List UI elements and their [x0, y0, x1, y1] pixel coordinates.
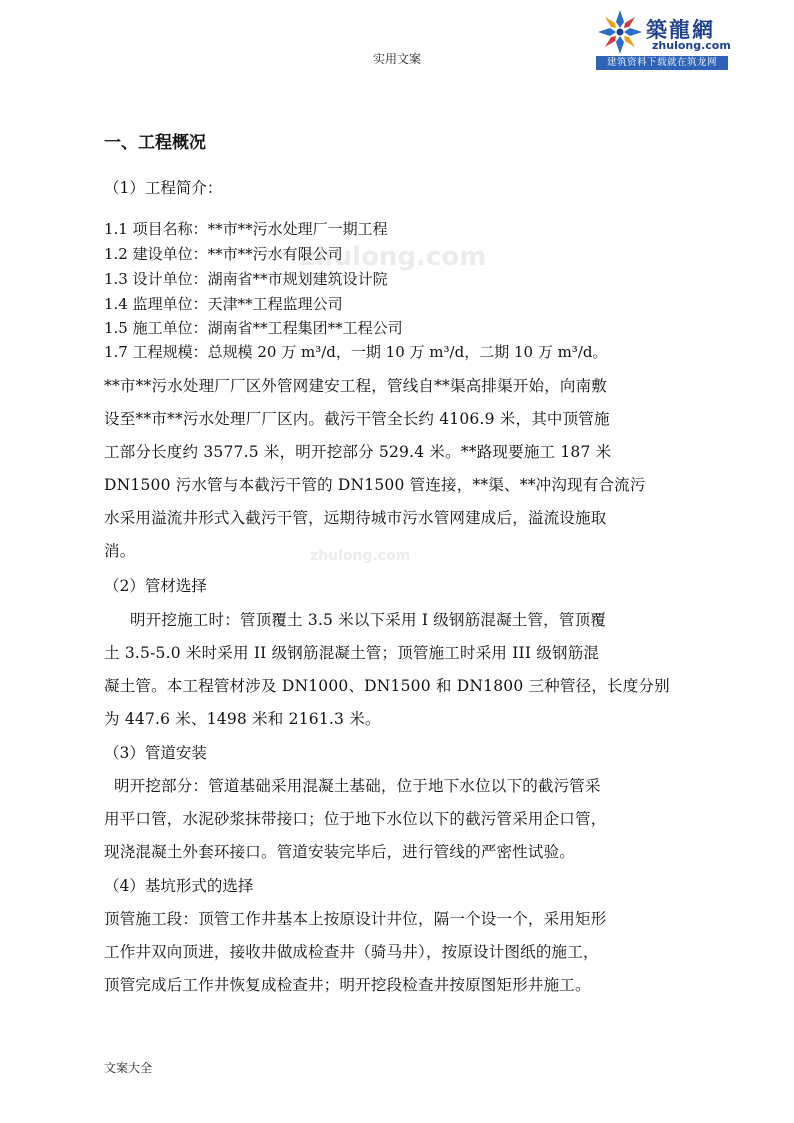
paragraph-line: 为 447.6 米、1498 米和 2161.3 米。 [104, 710, 381, 728]
paragraph-line: 顶管完成后工作井恢复成检查井；明开挖段检查井按原图矩形井施工。 [104, 976, 591, 994]
paragraph-line: 明开挖施工时：管顶覆土 3.5 米以下采用 I 级钢筋混凝土管，管顶覆 [130, 611, 606, 629]
paragraph-line: 工部分长度约 3577.5 米，明开挖部分 529.4 米。**路现要施工 187 米 [104, 443, 612, 461]
page-footer: 文案大全 [104, 1061, 153, 1075]
logo-tagline: 建筑资料下载就在筑龙网 [596, 56, 728, 70]
watermark: zhulong.com [310, 548, 411, 564]
project-item: 1.7 工程规模：总规模 20 万 m³/d，一期 10 万 m³/d，二期 10 万 m³/d。 [104, 343, 608, 361]
subheading: （3）管道安装 [104, 744, 207, 762]
page-header: 实用文案 [372, 52, 421, 66]
paragraph-line: 消。 [104, 542, 136, 560]
snowflake-logo-icon [596, 8, 644, 56]
paragraph-line: **市**污水处理厂厂区外管网建安工程，管线自**渠高排渠开始，向南敷 [104, 377, 608, 395]
paragraph-line: 土 3.5-5.0 米时采用 II 级钢筋混凝土管；顶管施工时采用 III 级钢筋混 [104, 644, 600, 662]
section-title: 一、工程概况 [104, 133, 206, 153]
subheading: （2）管材选择 [104, 577, 207, 595]
project-item: 1.4 监理单位：天津**工程监理公司 [104, 295, 343, 313]
paragraph-line: DN1500 污水管与本截污干管的 DN1500 管连接，**渠、**冲沟现有合流污 [104, 476, 646, 494]
paragraph-line: 工作井双向顶进，接收井做成检查井（骑马井），按原设计图纸的施工， [104, 943, 599, 961]
project-item: 1.1 项目名称：**市**污水处理厂一期工程 [104, 220, 388, 238]
logo-site: zhulong.com [652, 39, 731, 52]
subheading: （4）基坑形式的选择 [104, 877, 254, 895]
paragraph-line: 用平口管，水泥砂浆抹带接口；位于地下水位以下的截污管采用企口管， [104, 810, 607, 828]
project-item: 1.5 施工单位：湖南省**工程集团**工程公司 [104, 319, 403, 337]
watermark: zhulong.com [300, 242, 487, 272]
paragraph-line: 凝土管。本工程管材涉及 DN1000、DN1500 和 DN1800 三种管径，长度分别 [104, 677, 670, 695]
paragraph-line: 明开挖部分：管道基础采用混凝土基础，位于地下水位以下的截污管采 [114, 777, 601, 795]
project-item: 1.2 建设单位：**市**污水有限公司 [104, 245, 343, 263]
logo-name: 築龍網 [646, 18, 715, 42]
paragraph-line: 设至**市**污水处理厂厂区内。截污干管全长约 4106.9 米，其中顶管施 [104, 410, 610, 428]
paragraph-line: 顶管施工段：顶管工作井基本上按原设计井位，隔一个设一个，采用矩形 [104, 910, 607, 928]
zhulong-logo [596, 8, 731, 70]
project-item: 1.3 设计单位：湖南省**市规划建筑设计院 [104, 270, 388, 288]
subheading: （1）工程简介： [104, 179, 223, 197]
paragraph-line: 现浇混凝土外套环接口。管道安装完毕后，进行管线的严密性试验。 [104, 843, 576, 861]
paragraph-line: 水采用溢流井形式入截污干管，远期待城市污水管网建成后，溢流设施取 [104, 509, 607, 527]
